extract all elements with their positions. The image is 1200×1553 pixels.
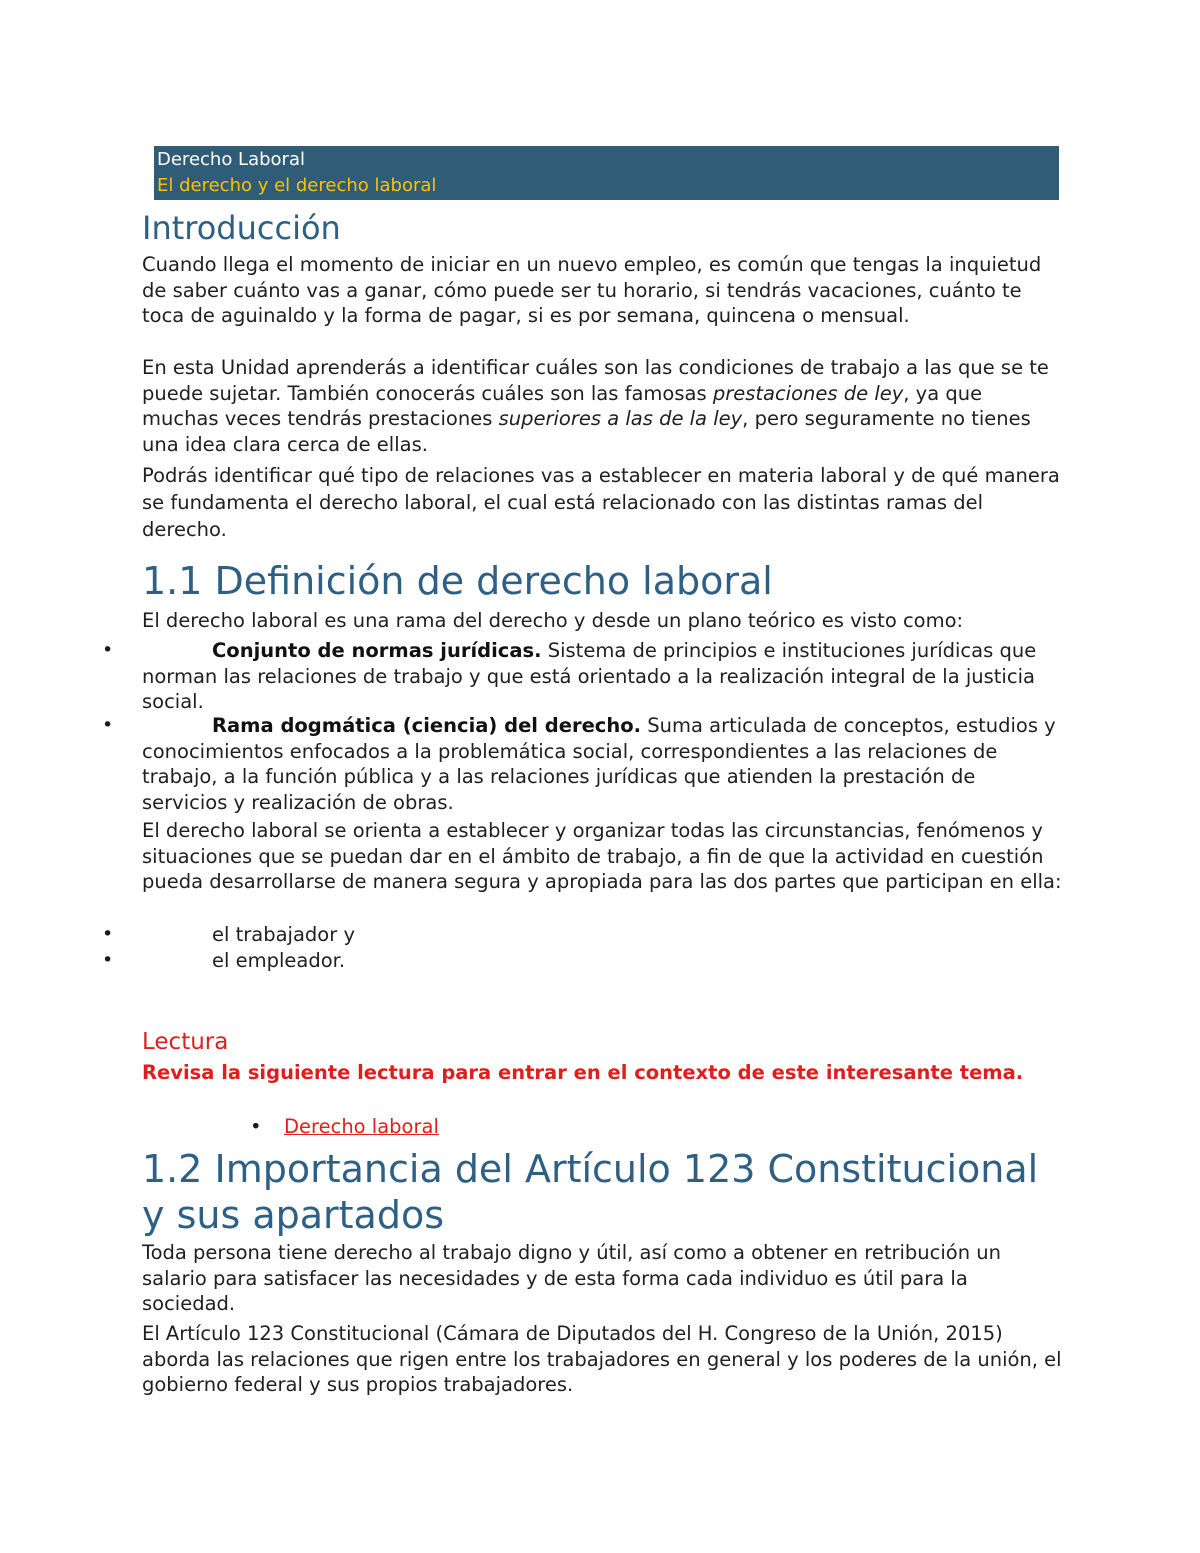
section-2-paragraph-1: Toda persona tiene derecho al trabajo digno y útil, así como a obtener en retribución un salario para satisfacer las necesidades y de esta forma cada individuo es útil para la sociedad. xyxy=(142,1241,1001,1315)
section-2-paragraph-2: El Artículo 123 Constitucional (Cámara de Diputados del H. Congreso de la Unión, 2015) aborda las relaciones que rigen entre los trabajadores en general y los poderes de la unión, el gobierno federal y sus propios trabajadores. xyxy=(142,1322,1062,1396)
bullet-icon: • xyxy=(102,714,114,736)
section-1-heading: 1.1 Definición de derecho laboral xyxy=(142,559,773,603)
bullet-icon: • xyxy=(102,923,114,945)
document-banner xyxy=(154,146,1059,200)
definition-item-2: Rama dogmática (ciencia) del derecho. Suma articulada de conceptos, estudios y conocimientos enfocados a la problemática social, correspondientes a las relaciones de trabajo, a la función pública y a las relaciones jurídicas que atienden la prestación de servicios y realización de obras. xyxy=(142,714,1056,814)
emphasis-superiores: superiores a las de la ley xyxy=(498,407,743,430)
emphasis-prestaciones: prestaciones de ley xyxy=(712,381,904,405)
definition-term: Rama dogmática (ciencia) del derecho. xyxy=(212,714,642,737)
section-2-heading: 1.2 Importancia del Artículo 123 Constitucional y sus apartados xyxy=(142,1147,1039,1237)
section-1-paragraph: El derecho laboral se orienta a establecer y organizar todas las circunstancias, fenómenos y situaciones que se puedan dar en el ámbito de trabajo, a fin de que la actividad en cuestión pueda desarrollarse de manera segura y apropiada para las dos partes que participan en ella: xyxy=(142,819,1062,893)
intro-paragraph-3: Podrás identificar qué tipo de relaciones vas a establecer en materia laboral y de qué manera se fundamenta el derecho laboral, el cual está relacionado con las distintas ramas del derecho. xyxy=(142,464,1060,541)
reading-link-item xyxy=(250,1114,439,1140)
bullet-icon: • xyxy=(250,1115,262,1138)
banner-subtitle: El derecho y el derecho laboral xyxy=(157,175,437,196)
intro-paragraph-1: Cuando llega el momento de iniciar en un nuevo empleo, es común que tengas la inquietud de saber cuánto vas a ganar, cómo puede ser tu horario, si tendrás vacaciones, cuánto te toca de aguinaldo y la forma de pagar, si es por semana, quincena o mensual. xyxy=(142,253,1042,327)
intro-heading: Introducción xyxy=(142,209,341,247)
intro-paragraph-2: En esta Unidad aprenderás a identificar cuáles son las condiciones de trabajo a las que se te puede sujetar. También conocerás cuáles son las famosas prestaciones de ley, ya que muchas veces tendrás prestaciones superiores a las de la ley, pero seguramente no tienes una idea clara cerca de ellas. xyxy=(142,356,1049,456)
banner-title: Derecho Laboral xyxy=(157,149,305,170)
reading-link[interactable]: Derecho laboral xyxy=(284,1115,439,1138)
section-1-lead: El derecho laboral es una rama del derecho y desde un plano teórico es visto como: xyxy=(142,609,964,632)
reading-heading: Lectura xyxy=(142,1029,229,1055)
party-worker: el trabajador y xyxy=(212,923,355,946)
definition-term: Conjunto de normas jurídicas. xyxy=(212,639,542,662)
bullet-icon: • xyxy=(102,639,114,661)
definition-item-1: Conjunto de normas jurídicas. Sistema de principios e instituciones jurídicas que norman las relaciones de trabajo y que está orientado a la realización integral de la justicia social. xyxy=(142,639,1037,713)
reading-instruction: Revisa la siguiente lectura para entrar en el contexto de este interesante tema. xyxy=(142,1061,1024,1084)
bullet-icon: • xyxy=(102,949,114,971)
party-employer: el empleador. xyxy=(212,949,346,972)
